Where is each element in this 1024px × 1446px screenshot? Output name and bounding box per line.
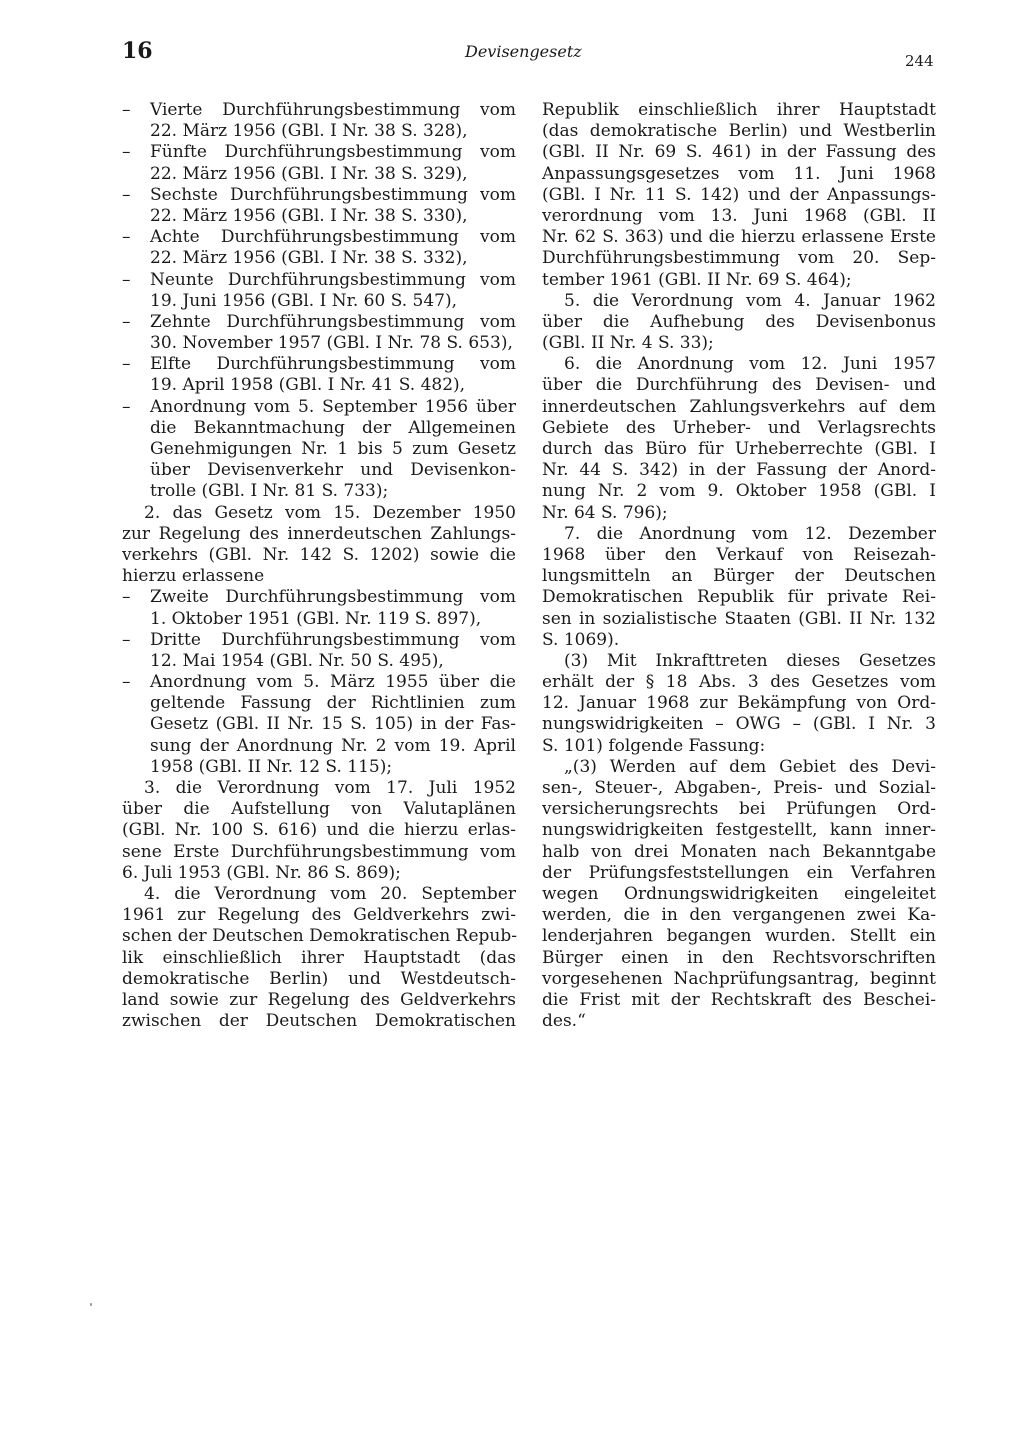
text-line xyxy=(122,354,516,375)
text-line: zwischen der Deutschen Demokratischen xyxy=(122,1011,516,1032)
text-line: vorgesehenen Nachprüfungsantrag, beginnt xyxy=(542,968,936,989)
dash-bullet: – xyxy=(122,354,131,375)
text-line: 19. Juni 1956 (GBl. I Nr. 60 S. 547), xyxy=(150,290,458,311)
text-line: über die Durchführung des Devisen- und xyxy=(542,375,936,396)
text-line: 22. März 1956 (GBl. I Nr. 38 S. 330), xyxy=(150,205,468,226)
line-text: Zehnte Durchführungsbestimmung vom xyxy=(150,311,516,332)
text-line xyxy=(122,672,516,693)
page-number-left: 16 xyxy=(122,38,153,64)
text-line: 22. März 1956 (GBl. I Nr. 38 S. 332), xyxy=(150,248,468,269)
dash-bullet: – xyxy=(122,142,131,163)
text-line: schen der Deutschen Demokratischen Repub- xyxy=(122,926,517,947)
text-line: Gebiete des Urheber- und Verlagsrechts xyxy=(542,417,936,438)
text-line: lik einschließlich ihrer Hauptstadt (das xyxy=(122,947,516,968)
line-text: Elfte Durchführungsbestimmung vom xyxy=(150,354,516,375)
dash-bullet: – xyxy=(122,672,131,693)
text-line: 12. Mai 1954 (GBl. Nr. 50 S. 495), xyxy=(150,650,444,671)
text-line: 22. März 1956 (GBl. I Nr. 38 S. 328), xyxy=(150,121,468,142)
text-line: wegen Ordnungswidrigkeiten eingeleitet xyxy=(542,883,936,904)
text-line: sen-, Steuer-, Abgaben-, Preis- und Sozial- xyxy=(542,778,936,798)
dash-bullet: – xyxy=(122,311,131,332)
text-line: innerdeutschen Zahlungsverkehrs auf dem xyxy=(542,396,936,417)
dash-bullet: – xyxy=(122,100,131,120)
text-line: trolle (GBl. I Nr. 81 S. 733); xyxy=(150,481,389,502)
text-line: Nr. 64 S. 796); xyxy=(542,502,668,523)
text-line: Bürger einen in den Rechtsvorschriften xyxy=(542,947,936,968)
text-line: S. 1069). xyxy=(542,629,620,650)
text-line: 1968 über den Verkauf von Reisezah- xyxy=(542,544,936,565)
text-line: halb von drei Monaten nach Bekanntgabe xyxy=(542,841,936,862)
running-title: Devisengesetz xyxy=(465,42,582,61)
line-text: Anordnung vom 5. März 1955 über die xyxy=(150,672,516,693)
text-line: (GBl. II Nr. 69 S. 461) in der Fassung des xyxy=(542,142,936,163)
text-line: 6. die Anordnung vom 12. Juni 1957 xyxy=(564,354,936,375)
right-column xyxy=(542,100,936,1032)
text-line: hierzu erlassene xyxy=(122,566,265,587)
text-line: verkehrs (GBl. Nr. 142 S. 1202) sowie die xyxy=(122,544,516,565)
text-line: (das demokratische Berlin) und Westberlin xyxy=(542,121,936,142)
text-line: demokratische Berlin) und Westdeutsch- xyxy=(122,968,516,989)
text-line: zur Regelung des innerdeutschen Zahlungs- xyxy=(122,523,516,544)
scan-speck xyxy=(90,1303,92,1306)
text-line: sung der Anordnung Nr. 2 vom 19. April xyxy=(150,735,516,756)
text-line: 5. die Verordnung vom 4. Januar 1962 xyxy=(564,290,936,311)
text-line xyxy=(122,397,516,418)
text-line xyxy=(122,100,516,121)
text-line: sen in sozialistische Staaten (GBl. II Nr. 132 xyxy=(542,608,936,629)
line-text: Zweite Durchführungsbestimmung vom xyxy=(150,587,516,608)
text-line xyxy=(122,185,516,206)
text-line: (GBl. I Nr. 11 S. 142) und der Anpassungs- xyxy=(542,184,936,205)
dash-bullet: – xyxy=(122,269,131,290)
text-line: 1958 (GBl. II Nr. 12 S. 115); xyxy=(150,756,393,777)
text-line: tember 1961 (GBl. II Nr. 69 S. 464); xyxy=(542,269,852,290)
text-line: „(3) Werden auf dem Gebiet des Devi- xyxy=(564,756,936,777)
text-line: S. 101) folgende Fassung: xyxy=(542,735,766,756)
text-line: Genehmigungen Nr. 1 bis 5 zum Gesetz xyxy=(150,439,516,459)
text-line xyxy=(122,227,516,248)
text-line: 12. Januar 1968 zur Bekämpfung von Ord- xyxy=(542,693,936,714)
line-text: Sechste Durchführungsbestimmung vom xyxy=(150,184,516,205)
line-text: Vierte Durchführungsbestimmung vom xyxy=(150,100,516,120)
text-line: 3. die Verordnung vom 17. Juli 1952 xyxy=(144,778,516,798)
text-line: werden, die in den vergangenen zwei Ka- xyxy=(542,905,936,926)
dash-bullet: – xyxy=(122,227,131,248)
text-line xyxy=(122,142,516,163)
text-line: Republik einschließlich ihrer Hauptstadt xyxy=(542,100,936,120)
text-line: der Prüfungsfeststellungen ein Verfahren xyxy=(542,862,936,883)
text-line: (GBl. II Nr. 4 S. 33); xyxy=(542,333,714,354)
text-line: nung Nr. 2 vom 9. Oktober 1958 (GBl. I xyxy=(542,481,936,502)
text-line xyxy=(122,270,516,291)
text-line: (3) Mit Inkrafttreten dieses Gesetzes xyxy=(564,650,936,671)
text-line: durch das Büro für Urheberrechte (GBl. I xyxy=(542,439,936,459)
text-line xyxy=(122,630,516,651)
text-line: nungswidrigkeiten – OWG – (GBl. I Nr. 3 xyxy=(542,714,936,735)
text-line: versicherungsrechts bei Prüfungen Ord- xyxy=(542,799,936,820)
text-line: des.“ xyxy=(542,1011,586,1032)
text-line: land sowie zur Regelung des Geldverkehrs xyxy=(122,989,516,1010)
text-line: 30. November 1957 (GBl. I Nr. 78 S. 653), xyxy=(150,333,513,354)
text-line: 6. Juli 1953 (GBl. Nr. 86 S. 869); xyxy=(122,862,401,883)
text-line: Durchführungsbestimmung vom 20. Sep- xyxy=(542,248,936,269)
text-line: 2. das Gesetz vom 15. Dezember 1950 xyxy=(144,502,516,523)
dash-bullet: – xyxy=(122,184,131,205)
text-line: über die Aufstellung von Valutaplänen xyxy=(122,799,516,820)
text-line xyxy=(122,312,516,333)
line-text: Anordnung vom 5. September 1956 über xyxy=(150,396,516,417)
dash-bullet: – xyxy=(122,396,131,417)
text-line: 22. März 1956 (GBl. I Nr. 38 S. 329), xyxy=(150,163,468,184)
text-line: 4. die Verordnung vom 20. September xyxy=(144,883,516,904)
text-line: verordnung vom 13. Juni 1968 (GBl. II xyxy=(542,205,936,226)
text-line: nungswidrigkeiten festgestellt, kann inner- xyxy=(542,820,936,841)
text-line: Nr. 44 S. 342) in der Fassung der Anord- xyxy=(542,460,936,481)
text-line: 19. April 1958 (GBl. I Nr. 41 S. 482), xyxy=(150,375,466,396)
text-line: lenderjahren begangen wurden. Stellt ein xyxy=(542,926,936,947)
text-line: 1961 zur Regelung des Geldverkehrs zwi- xyxy=(122,905,516,926)
text-line: Demokratischen Republik für private Rei- xyxy=(542,587,936,608)
text-line: über die Aufhebung des Devisenbonus xyxy=(542,311,936,332)
line-text: Dritte Durchführungsbestimmung vom xyxy=(150,629,516,650)
text-line: 7. die Anordnung vom 12. Dezember xyxy=(564,523,936,544)
text-line: sene Erste Durchführungsbestimmung vom xyxy=(122,841,516,862)
text-line xyxy=(122,587,516,608)
text-line: 1. Oktober 1951 (GBl. Nr. 119 S. 897), xyxy=(150,608,482,629)
text-line: erhält der § 18 Abs. 3 des Gesetzes vom xyxy=(542,672,936,693)
text-line: die Frist mit der Rechtskraft des Beschei- xyxy=(542,989,936,1010)
text-line: lungsmitteln an Bürger der Deutschen xyxy=(542,566,936,587)
text-line: geltende Fassung der Richtlinien zum xyxy=(150,693,516,714)
dash-bullet: – xyxy=(122,587,131,608)
line-text: Fünfte Durchführungsbestimmung vom xyxy=(150,142,516,163)
text-line: (GBl. Nr. 100 S. 616) und die hierzu erlas- xyxy=(122,820,516,841)
text-line: Gesetz (GBl. II Nr. 15 S. 105) in der Fas- xyxy=(150,714,516,735)
text-line: über Devisenverkehr und Devisenkon- xyxy=(150,460,516,481)
dash-bullet: – xyxy=(122,629,131,650)
page-number-right: 244 xyxy=(905,52,934,70)
left-column xyxy=(122,100,516,1032)
text-line: die Bekanntmachung der Allgemeinen xyxy=(150,417,516,438)
text-line: Anpassungsgesetzes vom 11. Juni 1968 xyxy=(542,163,936,184)
line-text: Neunte Durchführungsbestimmung vom xyxy=(150,269,516,290)
text-line: Nr. 62 S. 363) und die hierzu erlassene Erste xyxy=(542,227,936,248)
line-text: Achte Durchführungsbestimmung vom xyxy=(150,227,516,248)
